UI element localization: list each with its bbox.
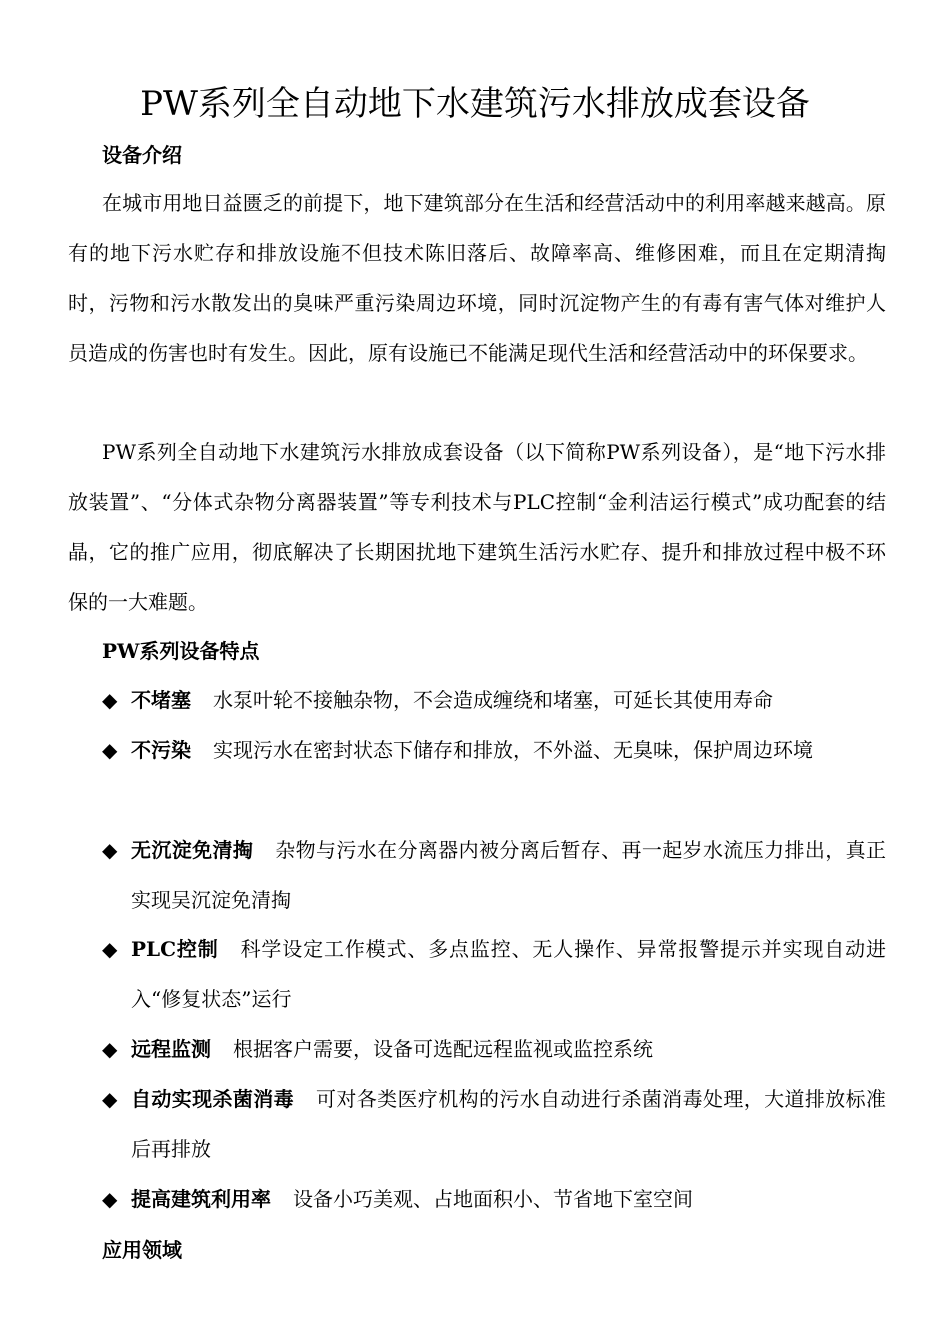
diamond-bullet-icon: ◆ bbox=[102, 738, 118, 762]
feature-item bbox=[102, 1074, 886, 1174]
intro-paragraph-1: 在城市用地日益匮乏的前提下，地下建筑部分在生活和经营活动中的利用率越来越高。原有的地下污水贮存和排放设施不但技术陈旧落后、故障率高、维修困难，而且在定期清掏时，污物和污水散发出的臭味严重污染周边环境，同时沉淀物产生的有毒有害气体对维护人员造成的伤害也时有发生。因此，原有设施已不能满足现代生活和经营活动中的环保要求。 bbox=[68, 191, 886, 365]
feature-name: 不污染 bbox=[131, 738, 191, 762]
diamond-bullet-icon: ◆ bbox=[102, 1187, 118, 1211]
feature-description: 实现污水在密封状态下储存和排放，不外溢、无臭味，保护周边环境 bbox=[213, 738, 813, 762]
feature-item bbox=[102, 924, 886, 1024]
section-heading-application: 应用领域 bbox=[102, 1238, 182, 1262]
feature-description: 杂物与污水在分离器内被分离后暂存、再一起岁水流压力排出，真正实现吴沉淀免清掏 bbox=[131, 838, 887, 912]
feature-name: 自动实现杀菌消毒 bbox=[131, 1087, 294, 1111]
feature-description: 可对各类医疗机构的污水自动进行杀菌消毒处理，大道排放标准后再排放 bbox=[131, 1087, 887, 1161]
diamond-bullet-icon: ◆ bbox=[102, 1087, 118, 1111]
section-heading-features: PW系列设备特点 bbox=[102, 639, 260, 663]
diamond-bullet-icon: ◆ bbox=[102, 937, 118, 961]
feature-description: 科学设定工作模式、多点监控、无人操作、异常报警提示并实现自动进入“修复状态”运行 bbox=[131, 937, 886, 1011]
feature-description: 水泵叶轮不接触杂物，不会造成缠绕和堵塞，可延长其使用寿命 bbox=[213, 688, 773, 712]
intro-paragraph-2: PW系列全自动地下水建筑污水排放成套设备（以下简称PW系列设备），是“地下污水排放装置”、“分体式杂物分离器装置”等专利技术与PLC控制“金利洁运行模式”成功配套的结晶，它的推广应用，彻底解决了长期困扰地下建筑生活污水贮存、提升和排放过程中极不环保的一大难题。 bbox=[68, 440, 886, 614]
section-heading-intro: 设备介绍 bbox=[102, 143, 182, 167]
feature-item bbox=[102, 1174, 886, 1224]
diamond-bullet-icon: ◆ bbox=[102, 838, 118, 862]
diamond-bullet-icon: ◆ bbox=[102, 1037, 118, 1061]
feature-item bbox=[102, 725, 886, 775]
feature-name: 远程监测 bbox=[131, 1037, 211, 1061]
feature-name: 不堵塞 bbox=[131, 688, 191, 712]
feature-item bbox=[102, 825, 886, 925]
feature-name: 提高建筑利用率 bbox=[131, 1187, 271, 1211]
diamond-bullet-icon: ◆ bbox=[102, 688, 118, 712]
feature-description: 根据客户需要，设备可选配远程监视或监控系统 bbox=[233, 1037, 653, 1061]
feature-item bbox=[102, 675, 886, 725]
document-title: PW系列全自动地下水建筑污水排放成套设备 bbox=[140, 84, 810, 124]
feature-name: 无沉淀免清掏 bbox=[131, 838, 254, 862]
feature-name: PLC控制 bbox=[131, 937, 219, 961]
feature-description: 设备小巧美观、占地面积小、节省地下室空间 bbox=[293, 1187, 693, 1211]
feature-item bbox=[102, 1024, 886, 1074]
